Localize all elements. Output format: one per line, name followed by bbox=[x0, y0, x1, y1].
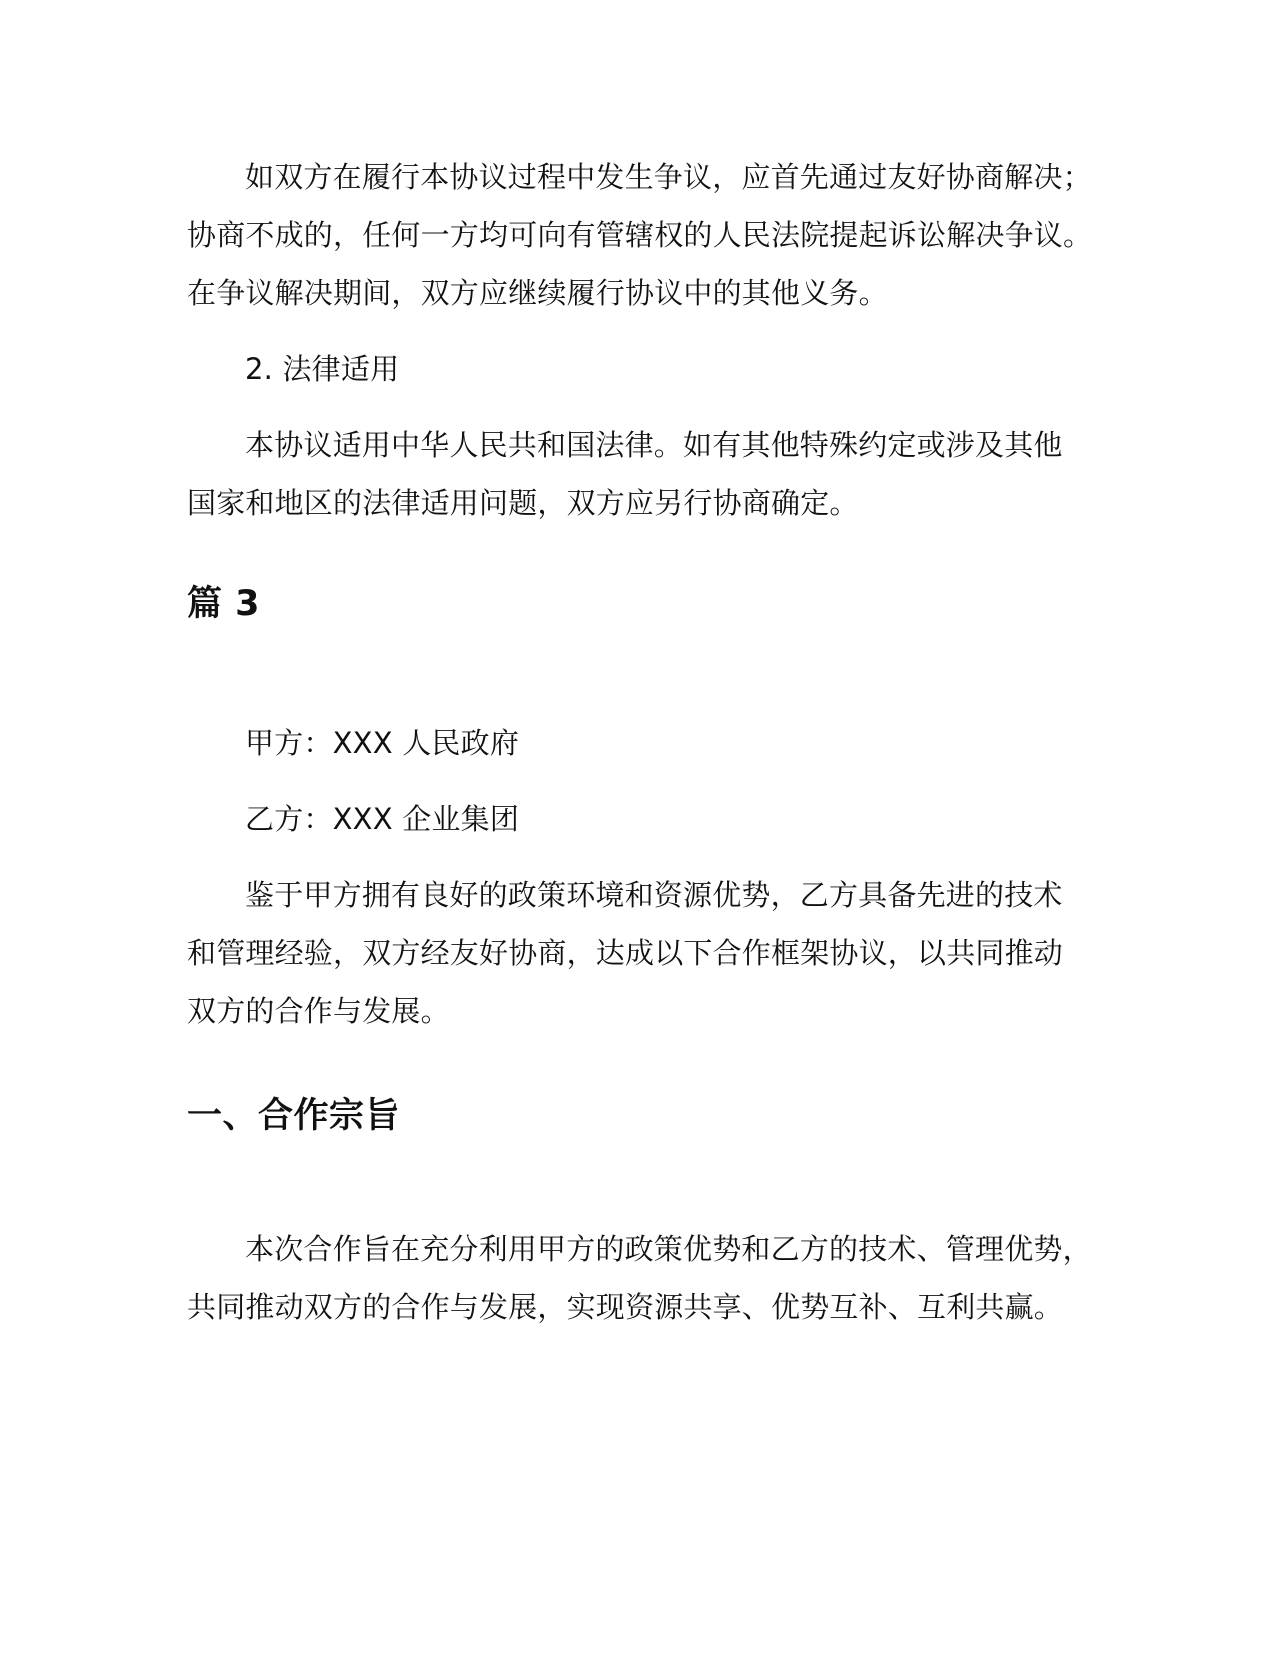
party-a: 甲方：XXX 人民政府 bbox=[245, 726, 520, 760]
purpose-paragraph bbox=[187, 1220, 1107, 1336]
law-line-2: 国家和地区的法律适用问题，双方应另行协商确定。 bbox=[187, 486, 859, 520]
preamble-line-3: 双方的合作与发展。 bbox=[187, 994, 450, 1028]
section-2-title: 2. 法律适用 bbox=[245, 352, 400, 386]
party-b: 乙方：XXX 企业集团 bbox=[245, 802, 520, 836]
preamble-line-1: 鉴于甲方拥有良好的政策环境和资源优势，乙方具备先进的技术 bbox=[245, 878, 1063, 912]
document-content bbox=[187, 148, 1107, 1336]
law-line-1: 本协议适用中华人民共和国法律。如有其他特殊约定或涉及其他 bbox=[245, 428, 1063, 462]
chapter-3-title: 篇 3 bbox=[187, 584, 261, 624]
purpose-line-2: 共同推动双方的合作与发展，实现资源共享、优势互补、互利共赢。 bbox=[187, 1290, 1064, 1324]
section-1-title: 一、合作宗旨 bbox=[187, 1096, 401, 1136]
dispute-paragraph bbox=[187, 148, 1107, 322]
law-paragraph bbox=[187, 416, 1107, 532]
preamble-paragraph bbox=[187, 866, 1107, 1040]
dispute-line-2: 协商不成的，任何一方均可向有管辖权的人民法院提起诉讼解决争议。 bbox=[187, 218, 1093, 252]
dispute-line-3: 在争议解决期间，双方应继续履行协议中的其他义务。 bbox=[187, 276, 888, 310]
preamble-line-2: 和管理经验，双方经友好协商，达成以下合作框架协议，以共同推动 bbox=[187, 936, 1064, 970]
purpose-line-1: 本次合作旨在充分利用甲方的政策优势和乙方的技术、管理优势， bbox=[245, 1232, 1092, 1266]
dispute-line-1: 如双方在履行本协议过程中发生争议，应首先通过友好协商解决； bbox=[245, 160, 1092, 194]
